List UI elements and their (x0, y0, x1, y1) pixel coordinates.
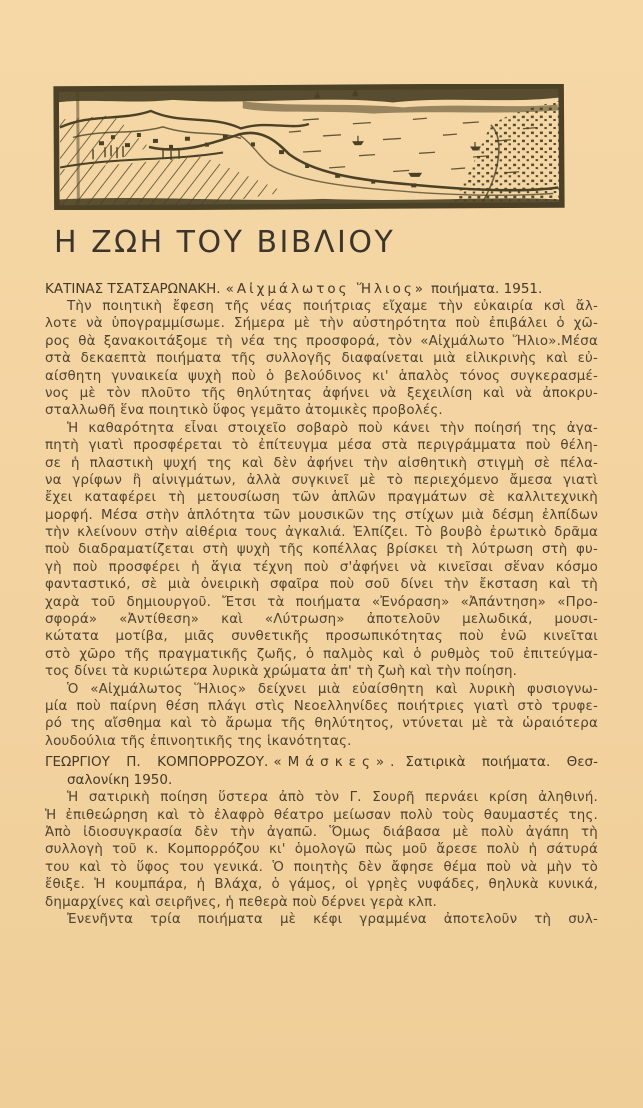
text-line: φανταστικό, σὲ μιὰ ὀνειρικὴ σφαῖρα ποὺ σοῦ δίνει τὴν ἔκσταση καὶ τὴ (45, 576, 598, 593)
review-book-title: «Αἰχμάλωτος Ἥλιος» (226, 281, 426, 297)
text-line: αίσθητη γυναικεία ψυχὴ ποὺ ὁ βελούδινος κι' ἁπαλὸς τόνος συγκερασμέ- (45, 368, 598, 385)
review-author: ΓΕΩΡΓΙΟΥ Π. ΚΟΜΠΟΡΡΟΖΟΥ. (45, 754, 268, 770)
text-line: μία ποὺ παίρνη θέση πλάγι στὶς Νεοελληνίδες ποιήτριες γιατὶ στὸ τρυφε- (45, 698, 598, 715)
text-line: τὴν κλείνουν στὴν αἰθέρια τους ἀγκαλιά. Ἐλπίζει. Τὸ βουβὸ ἐρωτικὸ δρᾶμα (45, 524, 598, 541)
text-line: σφορά» «Ἀντίθεση» καὶ «Λύτρωση» ἀποτελοῦν μελωδικά, μουσι- (45, 611, 598, 628)
text-line: ποὺ διαδραματίζεται στὴ ψυχὴ τῆς κοπέλλας βρίσκει τὴ λύτρωση στὴ φυ- (45, 541, 598, 558)
text-line: νος μὲ τὸν πλοῦτο τῆς θηλύτητας ἀφήνει νὰ ξεχειλίση καὶ νὰ ἀποκρυ- (45, 385, 598, 402)
text-line: Ὁ «Αἰχμάλωτος Ἥλιος» δείχνει μιὰ εὐαίσθητη καὶ λυρικὴ φυσιογνω- (45, 681, 598, 698)
text-line: Ἀπὸ ἰδιοσυγκρασία δὲν τὴν ἀγαπῶ. Ὅμως διάβασα μὲ πολὺ ἀγάπη τὴ (45, 824, 598, 841)
text-line: Ἡ σατιρικὴ ποίηση ὕστερα ἀπὸ τὸν Γ. Σουρῆ περνάει κρίση ἀληθινή. (45, 789, 598, 806)
review-heading-rest: Σατιρικὰ ποιήματα. Θεσ- (405, 754, 598, 770)
text-line: να γρίφων ἢ αἰνιγμάτων, ἀλλὰ συγκινεῖ μὲ τὸ περιεχόμενο ἄμεσα γιατὶ (45, 472, 598, 489)
text-line: του καὶ τὸ ὕφος του γενικά. Ὁ ποιητὴς δὲν ἄφησε θέμα ποὺ νὰ μὴν τὸ (45, 859, 598, 876)
text-line: λουδούλια τῆς ἐπινοητικῆς της ἱκανότητας. (45, 733, 598, 750)
text-line: στὸ χῶρο τῆς πραγματικῆς ζωῆς, ὁ παλμὸς καὶ ὁ ρυθμὸς τοῦ ἐπιτεύγμα- (45, 646, 598, 663)
review-author: ΚΑΤΙΝΑΣ ΤΣΑΤΣΑΡΩΝΑΚΗ. (45, 281, 221, 297)
text-line: Τὴν ποιητικὴ ἔφεση τῆς νέας ποιήτριας εἴχαμε τὴν εὐκαιρία κσὶ ἄλ- (45, 298, 598, 315)
text-line: Ἡ καθαρότητα εἶναι στοιχεῖο σοβαρὸ ποὺ κάνει τὴν ποίησή της ἀγα- (45, 420, 598, 437)
text-line: ἔχει καταφέρει τὴ μετουσίωση τῶν ἁπλῶν πραγμάτων σὲ καλλιτεχνικὴ (45, 489, 598, 506)
review-section-tsatsaronaki (45, 280, 598, 750)
bay-woodcut-illustration (53, 84, 565, 210)
scanned-book-page (0, 84, 643, 1108)
page-title: Η ΖΩΗ ΤΟΥ ΒΙΒΛΙΟΥ (54, 227, 598, 259)
review-heading (45, 280, 598, 298)
text-line: σε ἡ πλαστικὴ ψυχή της καὶ δὲν ἀφήνει τὴν αἰσθητικὴ στιγμὴ σὲ πέλα- (45, 455, 598, 472)
text-line: Ἐνενῆντα τρία ποιήματα μὲ κέφι γραμμένα ἀποτελοῦν τὴ συλ- (45, 911, 598, 928)
text-line: ρος θὰ ξανακοιτάξομε τὴ νέα της προσφορά, τὸν «Αἰχμάλωτο Ἥλιο».Μέσα (45, 333, 598, 350)
text-line: Ἡ ἐπιθεώρηση καὶ τὸ ἐλαφρὸ θέατρο μείωσαν πολὺ τοὺς θαυμαστές της. (45, 807, 598, 824)
review-paragraph (45, 911, 598, 928)
review-paragraph (45, 681, 598, 751)
text-line: γὴ ποὺ προσφέρει ἡ ἅγια τέχνη ποὺ σ'ἀφήνει νὰ κινεῖσαι σἕναν κόσμο (45, 559, 598, 576)
text-line: στὰ δεκαεπτὰ ποιήματα τῆς συλλογῆς διαφαίνεται μιὰ εἰλικρινὴς καὶ εὐ- (45, 350, 598, 367)
text-line: τος δίνει τὰ κυριώτερα λυρικὰ χρώματα ἀπ' τὴ ζωὴ καὶ τὴν ποίηση. (45, 663, 598, 680)
text-line: κώτατα μοτίβα, μιᾶς συνθετικῆς προσωπικότητας ποὺ ἐνῶ κινεῖται (45, 628, 598, 645)
text-line: δημαρχίνες καὶ σειρῆνες, ἡ πεθερὰ ποὺ δέρνει γερὰ κλπ. (45, 894, 598, 911)
review-paragraph (45, 789, 598, 911)
review-section-komporrozou (45, 753, 598, 928)
text-line: μορφή. Μέσα στὴν ἁπλότητα τῶν μουσικῶν της στίχων μιὰ δέσμη ἐλπίδων (45, 507, 598, 524)
text-line: σταλλωθῆ ἕνα ποιητικὸ ὕφος γεμᾶτο ἀτομικὲς προβολές. (45, 402, 598, 419)
text-line: πητὴ γιατὶ προσφέρεται τὸ ἐπίτευγμα μέσα στὰ περιγράμματα ποὺ θέλη- (45, 437, 598, 454)
text-line: χαρὰ τοῦ δημιουργοῦ. Ἔτσι τὰ ποιήματα «Ἐνόραση» «Ἀπάντηση» «Προ- (45, 594, 598, 611)
review-heading-rest: ποιήματα. 1951. (431, 281, 542, 297)
text-line: ρό της αἴσθημα καὶ τὸ ἄρωμα τῆς θηλύτητος, ντύνεται μὲ τὰ ὡραιότερα (45, 715, 598, 732)
text-line: συλλογὴ τοῦ κ. Κομπορρόζου κι' ὁμολογῶ πὼς μοῦ ἄρεσε πολὺ ἡ σάτυρά (45, 841, 598, 858)
review-paragraph (45, 298, 598, 420)
review-book-title: «Μάσκες». (273, 754, 400, 770)
review-heading (45, 753, 598, 771)
text-line: λοτε νὰ ὑπογραμμίσωμε. Σήμερα μὲ τὴν αὐστηρότητα ποὺ ἐπιβάλει ὁ χῶ- (45, 315, 598, 332)
text-line: ἔθιξε. Ἡ κουμπάρα, ἡ Βλάχα, ὁ γάμος, οἱ γρηὲς νυφάδες, θηλυκὰ κυνικά, (45, 876, 598, 893)
review-heading-continuation: σαλονίκη 1950. (45, 771, 598, 789)
review-paragraph (45, 420, 598, 681)
